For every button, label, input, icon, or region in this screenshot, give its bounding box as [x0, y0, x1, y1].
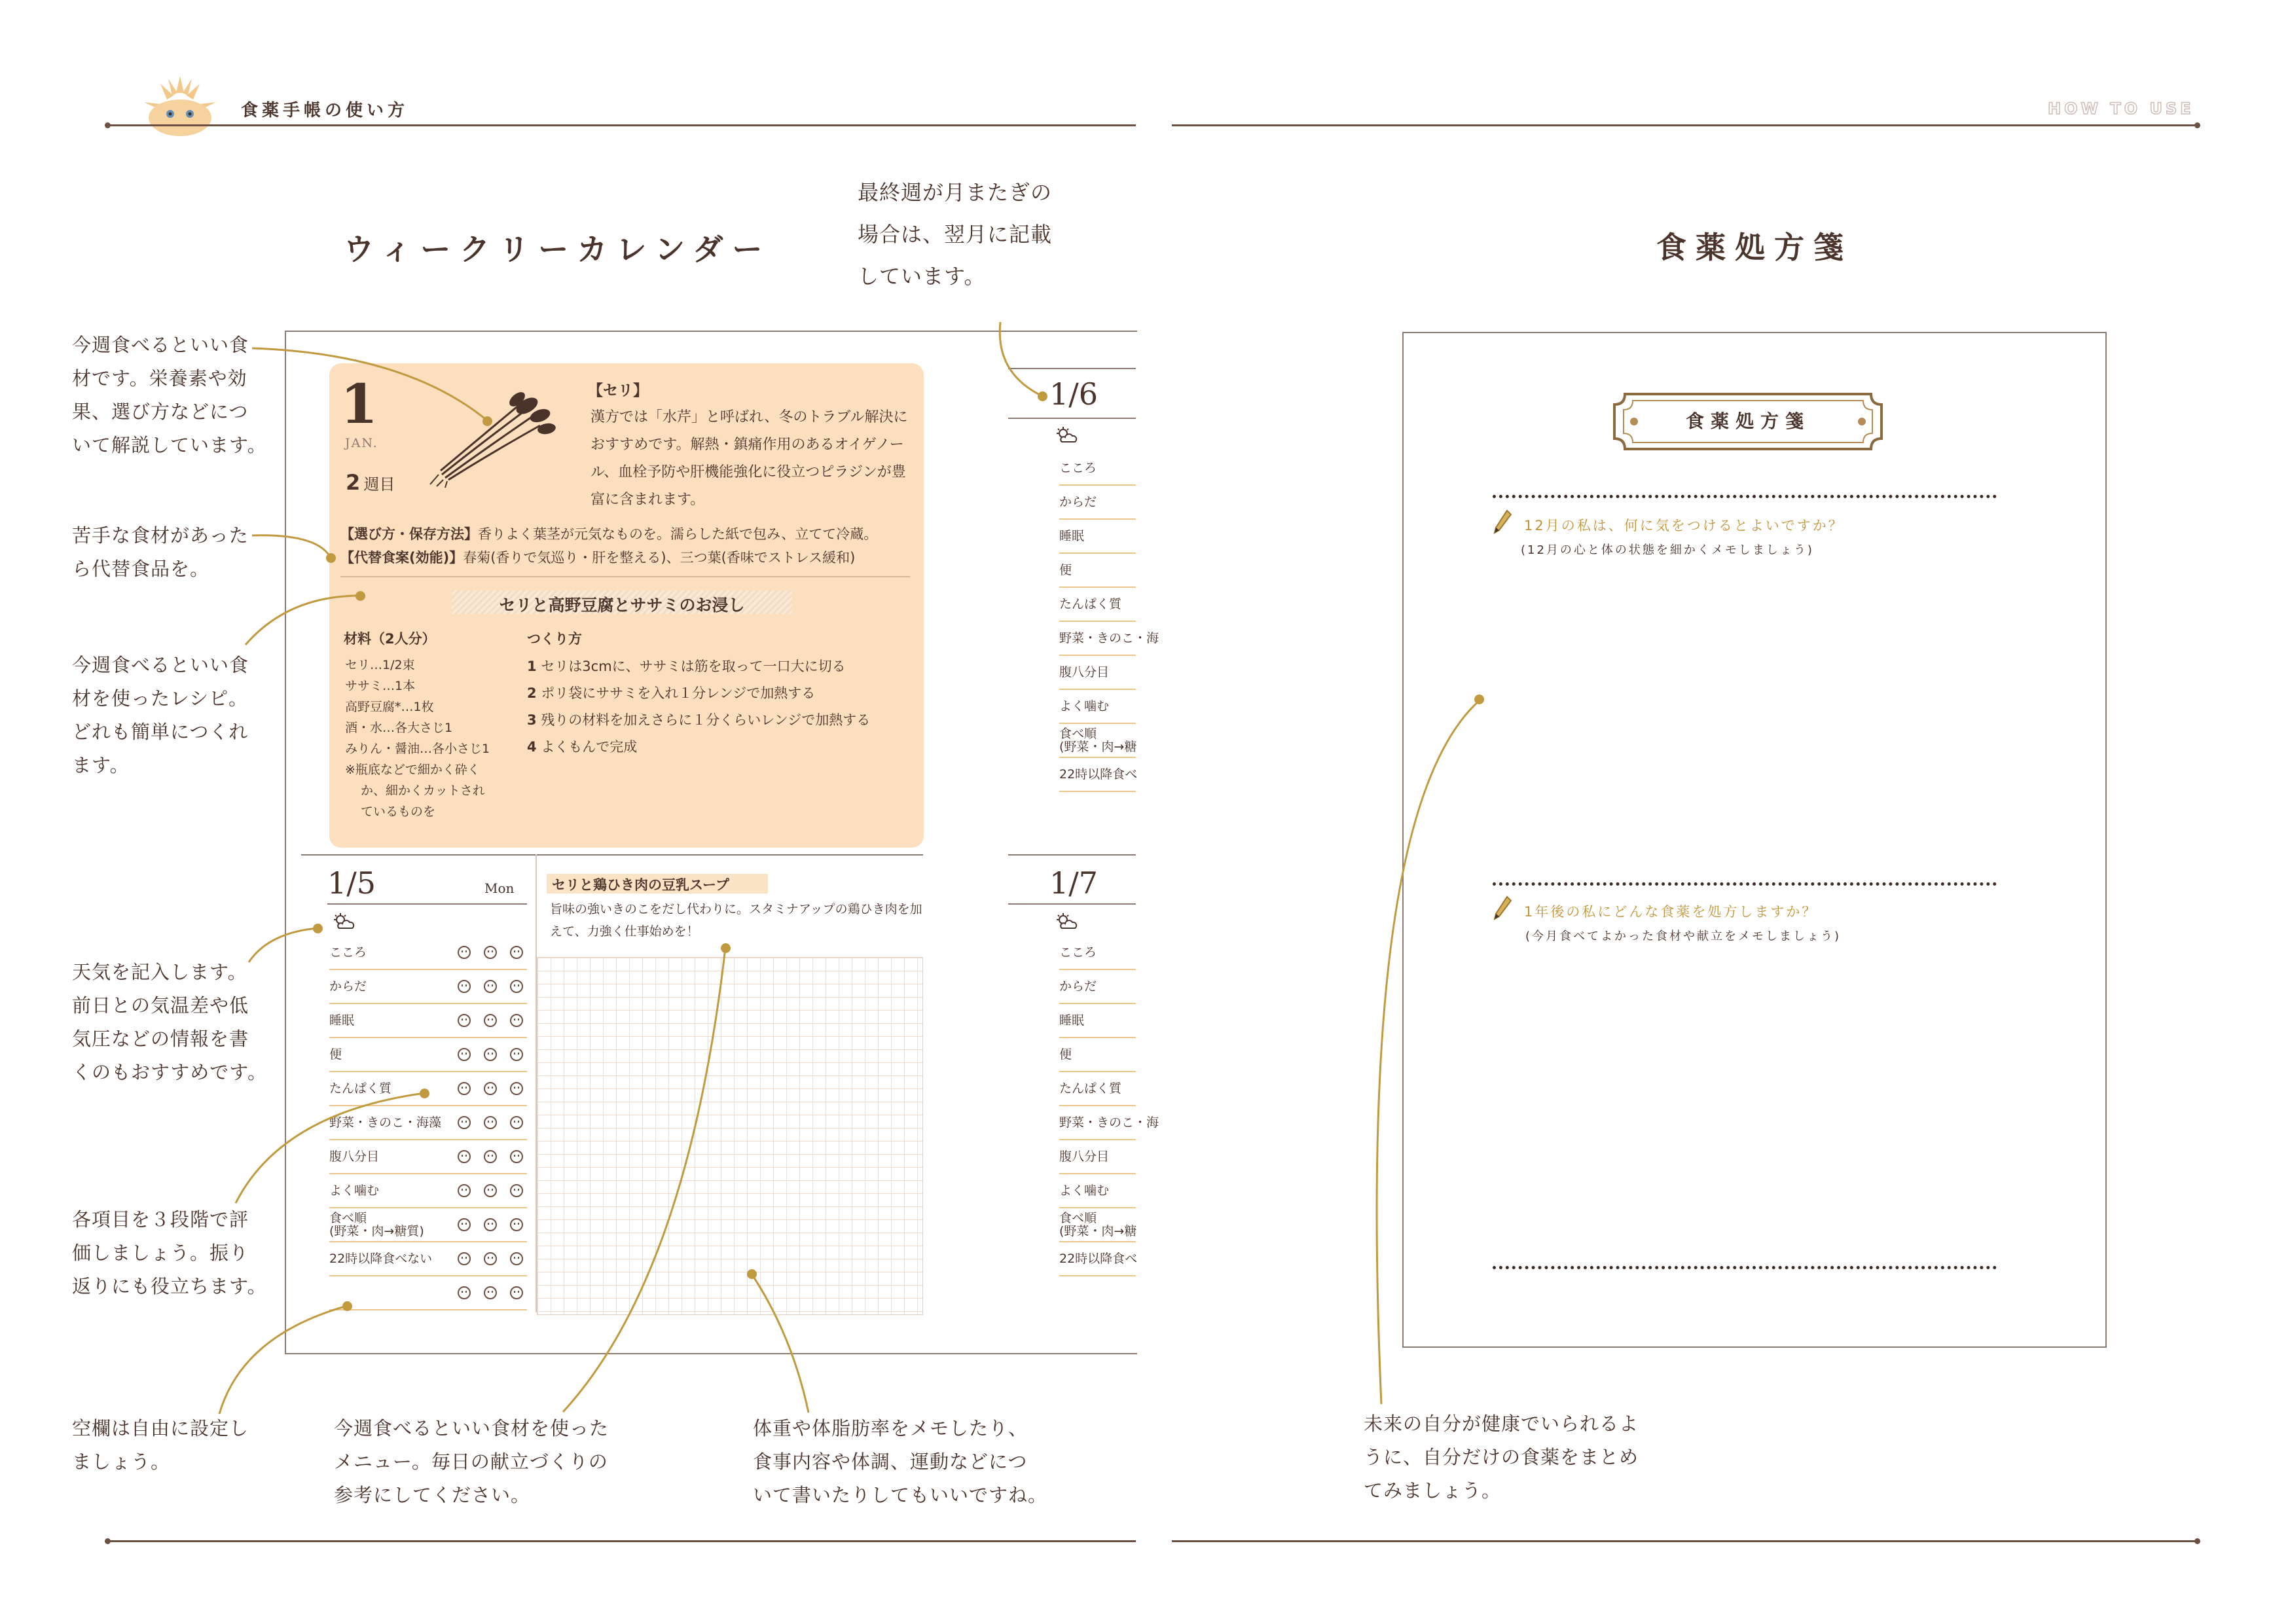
alt-text: 春菊(香りで気巡り・肝を整える)、三つ葉(香味でストレス緩和) — [463, 550, 856, 566]
step-item: 4 よくもんで完成 — [527, 739, 638, 755]
step-item: 1 セリは3cmに、ササミは筋を取って一口大に切る — [527, 659, 846, 674]
question-2: 1年後の私にどんな食薬を処方しますか？ — [1524, 904, 1818, 920]
tracker-label: 睡眠 — [329, 1013, 355, 1028]
header-right-title: HOW TO USE — [2048, 99, 2194, 118]
note-month-crossing: 最終週が月またぎの 場合は、翌月に記載 しています。 — [858, 180, 1053, 289]
callout-dot — [1474, 695, 1484, 704]
question-1: 12月の私は、何に気をつけるとよいですか？ — [1524, 518, 1844, 533]
tracker-label: こころ — [1059, 945, 1097, 960]
day-main-weekday: Mon — [484, 880, 515, 896]
tracker-label: たんぱく質 — [1059, 1081, 1122, 1096]
footer-dot-right — [2194, 1538, 2200, 1544]
tracker-label: 野菜・きのこ・海 — [1059, 631, 1159, 645]
plate-label: 食薬処方箋 — [1685, 410, 1810, 432]
choose-label: 【選び方・保存方法】 — [340, 526, 478, 542]
material-item: セリ…1/2束 — [345, 658, 415, 672]
week-number: 2 — [346, 470, 361, 495]
header-rule-right — [1172, 124, 2200, 126]
tracker-label: よく噛む — [1059, 1183, 1110, 1198]
footer-rule-right — [1172, 1540, 2200, 1542]
day-top-date: 1/6 — [1049, 376, 1099, 412]
tracker-label: 22時以降食べない — [329, 1252, 433, 1266]
note-alternative: 苦手な食材があった ら代替食品を。 — [72, 524, 249, 580]
callout-line-right — [1342, 681, 1506, 1414]
step-item: 3 残りの材料を加えさらに１分くらいレンジで加熱する — [527, 712, 871, 728]
dotted-rule — [1493, 495, 1997, 498]
tracker-label: こころ — [1059, 461, 1097, 475]
week-suffix: 週目 — [363, 475, 395, 494]
alt-label: 【代替食案(効能)】 — [340, 550, 463, 566]
question-1-sub: (12月の心と体の状態を細かくメモしましょう) — [1521, 543, 1814, 557]
note-evaluate: 各項目を３段階で評 価しましょう。振り 返りにも役立ちます。 — [72, 1208, 267, 1297]
pencil-icon — [1493, 509, 1512, 535]
tracker-label: からだ — [1059, 979, 1097, 994]
question-2-sub: (今月食べてよかった食材や献立をメモしましょう) — [1525, 929, 1842, 943]
tracker-label: 腹八分目 — [329, 1149, 380, 1164]
tracker-label: 便 — [1059, 1047, 1072, 1062]
material-item: 高野豆腐*…1枚 — [345, 700, 434, 714]
dotted-rule — [1493, 1266, 1997, 1269]
tracker-label: こころ — [329, 945, 367, 960]
note-future-self: 未来の自分が健康でいられるよ うに、自分だけの食薬をまとめ てみましょう。 — [1364, 1413, 1639, 1502]
day-main-date: 1/5 — [327, 865, 376, 901]
callout-dot — [355, 591, 365, 601]
month-en: JAN. — [345, 436, 378, 450]
material-item: 酒・水…各大さじ1 — [345, 721, 453, 735]
prescription-title: 食薬処方箋 — [1656, 230, 1853, 265]
tracker-label: 22時以降食べ — [1059, 767, 1138, 782]
callout-dot — [747, 1269, 757, 1279]
callout-dot — [342, 1301, 352, 1311]
choose-text: 香りよく葉茎が元気なものを。濡らした紙で包み、立てて冷蔵。 — [478, 526, 878, 542]
callout-dot — [326, 553, 336, 563]
note-free-field: 空欄は自由に設定し ましょう。 — [72, 1417, 249, 1473]
tracker-label: 食べ順 (野菜・肉→糖 — [1059, 727, 1137, 754]
tracker-label: 野菜・きのこ・海藻 — [329, 1115, 442, 1130]
tracker-label: 便 — [1059, 563, 1072, 577]
tracker-label: たんぱく質 — [1059, 597, 1122, 611]
note-ingredient: 今週食べるといい食 材です。栄養素や効 果、選び方などにつ いて解説しています。 — [72, 334, 267, 456]
tracker-label: からだ — [329, 979, 367, 994]
header-left-title: 食薬手帳の使い方 — [241, 101, 409, 120]
ingredient-description: 漢方では「水芹」と呼ばれ、冬のトラブル解決におすすめです。解熱・鎮痛作用のあるオイゲノール、血栓予防や肝機能強化に役立つピラジンが豊富に含まれます。 — [591, 409, 908, 508]
note-menu: 今週食べるといい食材を使った メニュー。毎日の献立づくりの 参考にしてください。 — [334, 1417, 609, 1506]
weekly-calendar-title: ウィークリーカレンダー — [344, 232, 772, 267]
ingredient-title: 【セリ】 — [588, 382, 648, 399]
steps-title: つくり方 — [527, 631, 582, 647]
materials-title: 材料（2人分） — [344, 631, 436, 647]
material-item: ているものを — [361, 804, 436, 819]
prescription-frame — [1402, 332, 2107, 1348]
material-item: みりん・醤油…各小さじ1 — [345, 742, 490, 756]
tracker-label: 便 — [329, 1047, 342, 1062]
menu-title: セリと鶏ひき肉の豆乳スープ — [552, 877, 729, 893]
tracker-label: 睡眠 — [1059, 529, 1085, 543]
month-number: 1 — [340, 373, 378, 436]
tracker-label: よく噛む — [329, 1183, 380, 1198]
recipe-title: セリと高野豆腐とササミのお浸し — [499, 596, 745, 615]
callout-dot — [721, 943, 731, 953]
tracker-label: 腹八分目 — [1059, 665, 1110, 679]
note-recipe: 今週食べるといい食 材を使ったレシピ。 どれも簡単につくれ ます。 — [72, 654, 249, 776]
material-item: か、細かくカットされ — [361, 784, 485, 798]
material-item: ササミ…1本 — [345, 679, 416, 693]
tracker-label: 食べ順 (野菜・肉→糖質) — [329, 1211, 424, 1238]
tracker-label: 睡眠 — [1059, 1013, 1085, 1028]
dotted-rule — [1493, 882, 1997, 886]
tracker-label: 食べ順 (野菜・肉→糖 — [1059, 1211, 1137, 1238]
callout-dot — [420, 1089, 429, 1098]
tracker-label: 野菜・きのこ・海 — [1059, 1115, 1159, 1130]
step-item: 2 ポリ袋にササミを入れ１分レンジで加熱する — [527, 685, 816, 701]
tracker-label: 腹八分目 — [1059, 1149, 1110, 1164]
menu-description: 旨味の強いきのこをだし代わりに。スタミナアップの鶏ひき肉を加えて、力強く仕事始めを！ — [550, 902, 922, 939]
tracker-label: よく噛む — [1059, 699, 1110, 713]
header-dot-right — [2194, 122, 2200, 128]
callout-dot — [482, 416, 492, 426]
callout-dot — [1038, 391, 1047, 401]
material-item: ※瓶底などで細かく砕く — [345, 763, 480, 777]
tracker-label: たんぱく質 — [329, 1081, 392, 1096]
callout-dot — [313, 924, 323, 933]
day-bottom-date: 1/7 — [1049, 865, 1099, 901]
tracker-label: からだ — [1059, 495, 1097, 509]
note-memo: 体重や体脂肪率をメモしたり、 食事内容や体調、運動などにつ いて書いたりしてもいいですね。 — [753, 1417, 1048, 1506]
note-weather: 天気を記入します。 前日との気温差や低 気圧などの情報を書 くのもおすすめです。 — [72, 961, 267, 1083]
tracker-label: 22時以降食べ — [1059, 1252, 1138, 1266]
